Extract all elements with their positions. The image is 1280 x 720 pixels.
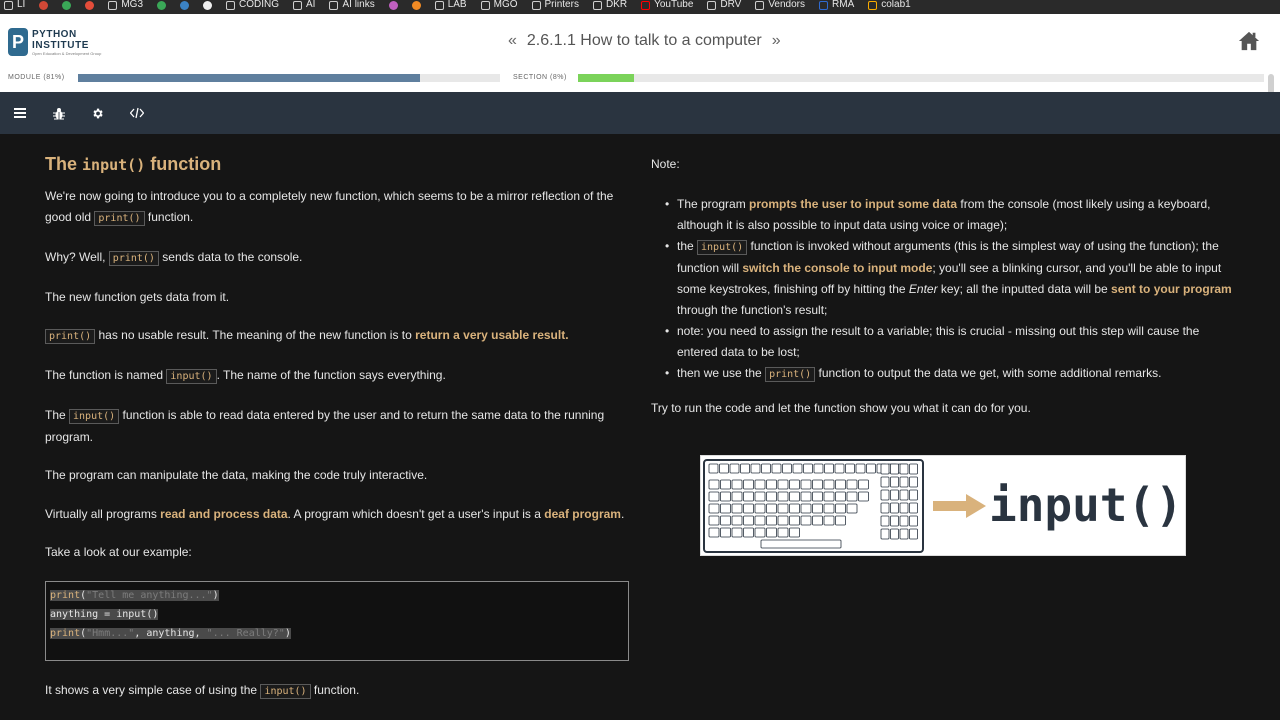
- section-progress-label: SECTION (8%): [513, 74, 567, 81]
- keyboard-key: [755, 504, 765, 513]
- keyboard-key: [744, 492, 754, 501]
- keyboard-numpad-key: [900, 477, 908, 487]
- keyboard-key: [801, 480, 811, 489]
- paragraph-4: [45, 325, 569, 347]
- keyboard-key: [824, 504, 834, 513]
- code-paren: (: [80, 628, 87, 639]
- p4-text-end: .: [565, 328, 569, 342]
- keyboard-key: [836, 480, 846, 489]
- keyboard-key: [730, 464, 739, 473]
- module-progress-bar: [78, 74, 500, 82]
- p2-text: Why? Well,: [45, 250, 109, 264]
- bookmark-item[interactable]: [203, 1, 212, 10]
- p4-highlight: return a very usable result: [415, 328, 566, 342]
- keyboard-key: [767, 516, 777, 525]
- lesson-navigation: [508, 32, 781, 50]
- keyboard-key: [801, 492, 811, 501]
- paragraph-9: Take a look at our example:: [45, 545, 192, 559]
- bookmark-favicon-icon: [108, 1, 117, 10]
- bug-icon: [53, 107, 65, 120]
- keyboard-numpad-key: [891, 503, 899, 513]
- note-label: Note:: [651, 157, 680, 171]
- code-fn: print: [50, 590, 81, 601]
- keyboard-numpad-key: [891, 490, 899, 500]
- keyboard-key: [836, 492, 846, 501]
- code-paren: ): [212, 590, 219, 601]
- code-line-1: [50, 586, 624, 605]
- paragraph-2: [45, 247, 302, 269]
- p2-text-end: sends data to the console.: [158, 250, 303, 264]
- gear-icon: [91, 107, 104, 120]
- b2-highlight: switch the console to input mode: [742, 261, 933, 275]
- keyboard-key: [778, 516, 788, 525]
- bookmark-favicon-icon: [4, 1, 13, 10]
- bookmark-label: DRV: [720, 0, 742, 10]
- keyboard-numpad-key: [881, 503, 889, 513]
- keyboard-key: [836, 504, 846, 513]
- section-progress-bar: [578, 74, 1264, 82]
- keyboard-key: [767, 492, 777, 501]
- bookmark-label: YouTube: [654, 0, 694, 10]
- b1-text-end: from the console (most likely using a keyboard, although it is also possible to input data using voice or image);: [677, 197, 1211, 232]
- keyboard-key: [778, 492, 788, 501]
- keyboard-numpad-key: [910, 516, 918, 526]
- keyboard-key: [824, 492, 834, 501]
- bookmark-item[interactable]: [39, 1, 48, 10]
- keyboard-key: [778, 528, 788, 537]
- keyboard-key: [732, 516, 742, 525]
- p4-code: print(): [45, 329, 95, 344]
- bookmark-label: colab1: [881, 0, 911, 10]
- keyboard-key: [813, 504, 823, 513]
- paragraph-10: [45, 680, 359, 702]
- try-paragraph: Try to run the code and let the function show you what it can do for you.: [651, 401, 1031, 415]
- keyboard-key: [859, 492, 869, 501]
- code-string: "... Really?": [206, 628, 285, 639]
- code-icon: [130, 107, 144, 119]
- bookmark-label: Printers: [544, 0, 579, 10]
- keyboard-key: [762, 464, 771, 473]
- title-post: function: [145, 154, 222, 174]
- keyboard-key: [721, 504, 731, 513]
- keyboard-input-illustration: [700, 455, 1186, 556]
- paragraph-8: [45, 504, 624, 525]
- b1-text: The program: [677, 197, 750, 211]
- keyboard-numpad-key: [900, 529, 908, 539]
- keyboard-key: [744, 516, 754, 525]
- p10-code: input(): [260, 684, 310, 699]
- keyboard-numpad-key: [910, 529, 918, 539]
- logo-badge: P: [8, 28, 28, 56]
- lesson-title: 2.6.1.1 How to talk to a computer: [526, 32, 762, 49]
- code-args: , anything,: [134, 628, 207, 639]
- keyboard-numpad-key: [881, 464, 889, 474]
- note-item-2: [663, 236, 1238, 321]
- keyboard-key: [793, 464, 802, 473]
- keyboard-key: [767, 480, 777, 489]
- keyboard-numpad-key: [891, 516, 899, 526]
- bookmark-favicon-icon: [593, 1, 602, 10]
- keyboard-key: [801, 516, 811, 525]
- paragraph-5: [45, 365, 446, 387]
- bookmark-item[interactable]: [62, 1, 71, 10]
- keyboard-numpad-key: [881, 529, 889, 539]
- keyboard-numpad-key: [900, 490, 908, 500]
- logo-line1: PYTHON: [32, 28, 77, 40]
- keyboard-key: [744, 504, 754, 513]
- input-image-text: input(): [989, 478, 1183, 532]
- keyboard-numpad-key: [910, 464, 918, 474]
- keyboard-key: [824, 516, 834, 525]
- b2-enter: Enter: [908, 282, 938, 296]
- keyboard-key: [813, 480, 823, 489]
- p8-text-mid: . A program which doesn't get a user's input is a: [287, 507, 545, 521]
- bookmark-favicon-icon: [532, 1, 541, 10]
- b4-text: then we use the: [677, 366, 766, 380]
- bookmark-item[interactable]: [641, 0, 693, 10]
- code-paren: ): [284, 628, 291, 639]
- bookmark-favicon-icon: [435, 1, 444, 10]
- code-line-2: [50, 605, 624, 624]
- keyboard-key: [755, 528, 765, 537]
- b2-text: the: [677, 239, 698, 253]
- keyboard-numpad-key: [900, 464, 908, 474]
- bookmark-item[interactable]: [412, 1, 421, 10]
- code-statement: anything = input(): [50, 609, 159, 620]
- code-string: "Tell me anything...": [86, 590, 213, 601]
- bookmark-item[interactable]: [755, 0, 805, 10]
- note-item-3: • note: you need to assign the result to a variable; this is crucial - missing out this step will cause the entered data to be lost;: [663, 321, 1238, 363]
- keyboard-key: [835, 464, 844, 473]
- bookmark-label: LI: [17, 0, 26, 10]
- bookmark-item[interactable]: [108, 0, 143, 10]
- bookmark-label: Vendors: [768, 0, 806, 10]
- p1-code: print(): [94, 211, 144, 226]
- p5-text-end: . The name of the function says everything.: [216, 368, 446, 382]
- report-bug-button[interactable]: [39, 92, 78, 134]
- keyboard-key: [751, 464, 760, 473]
- b4-text-end: function to output the data we get, with some additional remarks.: [815, 366, 1162, 380]
- module-progress-fill: [78, 74, 420, 82]
- keyboard-key: [741, 464, 750, 473]
- keyboard-key: [732, 480, 742, 489]
- keyboard-key: [732, 492, 742, 501]
- bookmark-favicon-icon: [641, 1, 650, 10]
- keyboard-key: [721, 516, 731, 525]
- keyboard-key: [732, 528, 742, 537]
- keyboard-numpad-key: [910, 490, 918, 500]
- keyboard-key: [732, 504, 742, 513]
- course-toolbar: [0, 92, 1280, 134]
- section-progress-fill: [578, 74, 634, 82]
- keyboard-key: [814, 464, 823, 473]
- keyboard-key: [824, 480, 834, 489]
- bookmark-favicon-icon: [819, 1, 828, 10]
- keyboard-numpad-key: [891, 529, 899, 539]
- keyboard-key: [790, 504, 800, 513]
- keyboard-spacebar: [761, 540, 841, 548]
- keyboard-key: [790, 492, 800, 501]
- keyboard-key: [790, 516, 800, 525]
- keyboard-key: [709, 528, 719, 537]
- paragraph-7: The program can manipulate the data, making the code truly interactive.: [45, 468, 428, 482]
- lesson-content: [0, 134, 1280, 720]
- keyboard-key: [744, 480, 754, 489]
- keyboard-key: [721, 480, 731, 489]
- bookmark-item[interactable]: [293, 0, 315, 10]
- bookmark-item[interactable]: [707, 0, 741, 10]
- b2-highlight-2: sent to your program: [1111, 282, 1232, 296]
- keyboard-key: [783, 464, 792, 473]
- bookmark-favicon-icon: [157, 1, 166, 10]
- note-item-4: [663, 363, 1238, 385]
- keyboard-key: [721, 528, 731, 537]
- keyboard-key: [778, 480, 788, 489]
- p8-highlight-2: deaf program: [544, 507, 621, 521]
- keyboard-key: [804, 464, 813, 473]
- p8-text-end: .: [620, 507, 625, 521]
- keyboard-key: [755, 492, 765, 501]
- p5-text: The function is named: [45, 368, 167, 382]
- keyboard-numpad-key: [900, 503, 908, 513]
- bookmark-favicon-icon: [62, 1, 71, 10]
- code-paren: (: [80, 590, 87, 601]
- keyboard-icon: [701, 456, 1187, 557]
- b1-highlight: prompts the user to input some data: [749, 197, 958, 211]
- logo-text: [32, 29, 101, 56]
- p4-text: has no usable result. The meaning of the new function is to: [95, 328, 416, 342]
- module-progress-label: MODULE (81%): [8, 74, 65, 81]
- bookmark-favicon-icon: [412, 1, 421, 10]
- bookmark-favicon-icon: [707, 1, 716, 10]
- bookmark-item[interactable]: [4, 0, 25, 10]
- bookmark-label: MG3: [121, 0, 144, 10]
- keyboard-key: [847, 504, 857, 513]
- bookmark-label: CODING: [239, 0, 280, 10]
- p8-highlight-1: read and process data: [160, 507, 288, 521]
- b2-text-2: function is invoked without arguments (this is the simplest way of using the function); the function will: [677, 239, 1219, 275]
- title-pre: The: [45, 154, 83, 174]
- keyboard-key: [847, 480, 857, 489]
- bookmark-favicon-icon: [203, 1, 212, 10]
- keyboard-key: [709, 464, 718, 473]
- keyboard-key: [836, 516, 846, 525]
- next-lesson-button[interactable]: »: [771, 32, 781, 49]
- logo-line3: Open Education & Development Group: [32, 50, 102, 56]
- keyboard-key: [801, 504, 811, 513]
- code-string: "Hmm...": [86, 628, 135, 639]
- bookmark-label: AI links: [342, 0, 375, 10]
- p8-text: Virtually all programs: [45, 507, 161, 521]
- bookmark-item[interactable]: [819, 0, 854, 10]
- p6-text: The: [45, 408, 70, 422]
- keyboard-key: [867, 464, 876, 473]
- keyboard-key: [790, 528, 800, 537]
- note-list: [663, 194, 1238, 385]
- keyboard-key: [825, 464, 834, 473]
- keyboard-numpad-key: [891, 477, 899, 487]
- keyboard-key: [778, 504, 788, 513]
- bookmark-favicon-icon: [293, 1, 302, 10]
- bookmark-label: LAB: [447, 0, 467, 10]
- bookmark-label: RMA: [832, 0, 855, 10]
- home-icon[interactable]: [1238, 30, 1260, 52]
- section-title: [45, 154, 221, 175]
- bookmark-label: MGO: [493, 0, 518, 10]
- keyboard-key: [720, 464, 729, 473]
- bookmark-item[interactable]: [180, 1, 189, 10]
- code-example[interactable]: [45, 581, 629, 661]
- menu-icon: [14, 108, 26, 118]
- bookmark-label: DKR: [605, 0, 628, 10]
- keyboard-key: [755, 516, 765, 525]
- note-item-1: [663, 194, 1238, 236]
- paragraph-3: The new function gets data from it.: [45, 290, 230, 304]
- p6-text-end: function is able to read data entered by the user and to return the same data to the running program.: [45, 408, 605, 444]
- bookmark-favicon-icon: [755, 1, 764, 10]
- b2-text-3: ; you'll see a blinking cursor, and you'll be able to input some keystrokes, finishing off by hitting the: [677, 261, 1222, 296]
- bookmark-item[interactable]: [329, 0, 374, 10]
- keyboard-key: [744, 528, 754, 537]
- p6-code: input(): [69, 409, 119, 424]
- keyboard-key: [767, 504, 777, 513]
- keyboard-numpad-key: [881, 490, 889, 500]
- bookmark-favicon-icon: [481, 1, 490, 10]
- bookmark-item[interactable]: [593, 0, 627, 10]
- keyboard-numpad-key: [891, 464, 899, 474]
- keyboard-key: [709, 516, 719, 525]
- keyboard-numpad-key: [900, 516, 908, 526]
- bookmark-item[interactable]: [157, 1, 166, 10]
- bookmark-item[interactable]: [85, 1, 94, 10]
- b2-text-end: through the function's result;: [677, 303, 828, 317]
- keyboard-key: [790, 480, 800, 489]
- code-view-button[interactable]: [117, 92, 156, 134]
- bookmark-favicon-icon: [39, 1, 48, 10]
- keyboard-key: [813, 492, 823, 501]
- prev-lesson-button[interactable]: «: [508, 32, 517, 49]
- bookmark-favicon-icon: [329, 1, 338, 10]
- keyboard-key: [856, 464, 865, 473]
- settings-button[interactable]: [78, 92, 117, 134]
- keyboard-numpad-key: [881, 516, 889, 526]
- b2-text-4: key; all the inputted data will be: [937, 282, 1112, 296]
- keyboard-key: [709, 480, 719, 489]
- keyboard-key: [813, 516, 823, 525]
- p5-code: input(): [166, 369, 216, 384]
- bookmark-favicon-icon: [226, 1, 235, 10]
- bookmark-item[interactable]: [389, 1, 398, 10]
- bookmark-favicon-icon: [180, 1, 189, 10]
- paragraph-6: [45, 405, 605, 448]
- keyboard-key: [709, 492, 719, 501]
- title-code: input(): [82, 156, 146, 174]
- menu-button[interactable]: [0, 92, 39, 134]
- keyboard-key: [709, 504, 719, 513]
- p10-text-end: function.: [310, 683, 360, 697]
- keyboard-key: [721, 492, 731, 501]
- code-fn: print: [50, 628, 81, 639]
- keyboard-key: [755, 480, 765, 489]
- keyboard-key: [772, 464, 781, 473]
- bookmark-item[interactable]: [868, 0, 910, 10]
- p10-text: It shows a very simple case of using the: [45, 683, 261, 697]
- bookmarks-bar: [0, 0, 1280, 14]
- b2-code: input(): [697, 240, 747, 255]
- logo-line2: INSTITUTE: [32, 39, 90, 51]
- bookmark-item[interactable]: [481, 0, 518, 10]
- page-header: [0, 14, 1280, 92]
- keyboard-key: [859, 480, 869, 489]
- keyboard-numpad-key: [881, 477, 889, 487]
- python-institute-logo[interactable]: [8, 28, 101, 56]
- p1-text: We're now going to introduce you to a completely new function, which seems to be a mirror reflection of the good old: [45, 189, 614, 224]
- keyboard-numpad-key: [910, 503, 918, 513]
- bookmark-favicon-icon: [868, 1, 877, 10]
- paragraph-1: [45, 186, 630, 229]
- keyboard-key: [846, 464, 855, 473]
- keyboard-numpad-key: [910, 477, 918, 487]
- keyboard-key: [767, 528, 777, 537]
- code-line-3: [50, 624, 624, 643]
- b4-code: print(): [765, 367, 815, 382]
- bookmark-favicon-icon: [389, 1, 398, 10]
- p2-code: print(): [109, 251, 159, 266]
- bookmark-item[interactable]: [532, 0, 579, 10]
- p1-text-end: function.: [144, 210, 194, 224]
- bookmark-favicon-icon: [85, 1, 94, 10]
- bookmark-label: AI: [306, 0, 316, 10]
- keyboard-key: [847, 492, 857, 501]
- bookmark-item[interactable]: [226, 0, 279, 10]
- bookmark-item[interactable]: [435, 0, 467, 10]
